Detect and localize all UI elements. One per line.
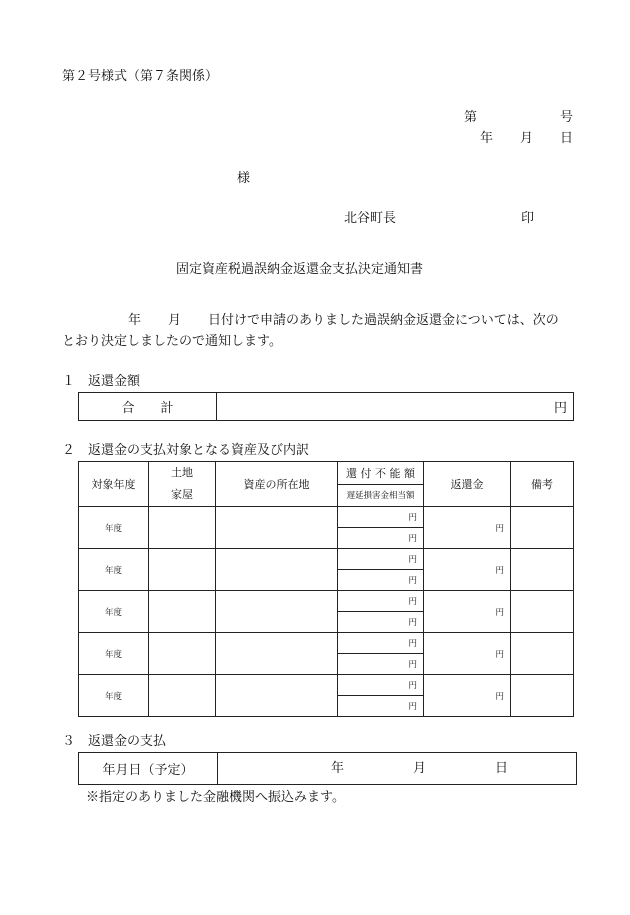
table-row [79,753,577,785]
issuer-name: 北谷町長 [344,211,397,226]
document-title: 固定資産税過誤納金返還金支払決定通知書 [176,262,424,277]
payment-date-table [78,752,577,785]
row-delay-yen[interactable]: 円 [338,696,424,717]
row-delay-yen[interactable]: 円 [338,570,424,591]
section2-heading: ２ 返還金の支払対象となる資産及び内訳 [62,443,310,458]
row-location-cell[interactable] [216,507,338,549]
row-location-cell[interactable] [216,549,338,591]
payment-day: 日 [495,761,509,776]
refund-amount-table [78,392,574,421]
row-remarks-cell[interactable] [511,675,574,717]
row-unpaid-yen[interactable]: 円 [338,549,424,570]
header-delay: 遅延損害金相当額 [338,484,424,507]
row-remarks-cell[interactable] [511,549,574,591]
row-location-cell[interactable] [216,591,338,633]
header-land: 土地 [171,466,193,479]
payment-date-cell[interactable] [218,753,577,785]
asset-breakdown-table [78,461,574,717]
yen-unit: 円 [553,401,567,416]
row-location-cell[interactable] [216,633,338,675]
row-unpaid-yen[interactable]: 円 [338,633,424,654]
header-unpaid: 還 付 不 能 額 [338,462,424,485]
header-remarks: 備考 [511,462,574,507]
row-remarks-cell[interactable] [511,507,574,549]
addressee-suffix: 様 [237,171,251,186]
row-year: 年度 [79,675,149,717]
payment-year: 年 [331,761,345,776]
date-month: 月 [520,131,534,146]
row-year: 年度 [79,591,149,633]
row-delay-yen[interactable]: 円 [338,612,424,633]
row-year: 年度 [79,507,149,549]
payment-month: 月 [413,761,427,776]
table-row [79,675,574,696]
row-delay-yen[interactable]: 円 [338,654,424,675]
row-land-house-cell[interactable] [149,633,216,675]
header-refund: 返還金 [424,462,511,507]
form-number: 第２号様式（第７条関係） [62,69,219,84]
row-remarks-cell[interactable] [511,591,574,633]
table-header-row [79,462,574,485]
table-row [79,633,574,654]
total-label: 合 計 [79,393,217,421]
table-row [79,393,574,421]
table-row [79,591,574,612]
row-refund-yen[interactable]: 円 [424,549,511,591]
row-remarks-cell[interactable] [511,633,574,675]
section3-heading: ３ 返還金の支払 [62,734,167,749]
date-day: 日 [560,131,574,146]
header-house: 家屋 [171,488,193,501]
header-year: 対象年度 [79,462,149,507]
row-land-house-cell[interactable] [149,549,216,591]
row-refund-yen[interactable]: 円 [424,633,511,675]
payment-date-label: 年月日（予定） [79,753,218,785]
total-amount-cell[interactable] [217,393,574,421]
row-delay-yen[interactable]: 円 [338,528,424,549]
row-location-cell[interactable] [216,675,338,717]
row-year: 年度 [79,633,149,675]
body-text-line1: 日付けで申請のありました過誤納金返還金については、次の [208,313,559,328]
body-month: 月 [168,313,182,328]
date-year: 年 [480,131,494,146]
row-unpaid-yen[interactable]: 円 [338,507,424,528]
header-location: 資産の所在地 [216,462,338,507]
row-unpaid-yen[interactable]: 円 [338,591,424,612]
row-land-house-cell[interactable] [149,591,216,633]
seal-mark: 印 [521,211,535,226]
body-year: 年 [128,313,142,328]
row-unpaid-yen[interactable]: 円 [338,675,424,696]
number-dai: 第 [464,110,478,125]
row-land-house-cell[interactable] [149,675,216,717]
row-refund-yen[interactable]: 円 [424,591,511,633]
row-refund-yen[interactable]: 円 [424,507,511,549]
header-land-house [149,462,216,507]
row-land-house-cell[interactable] [149,507,216,549]
transfer-note: ※指定のありました金融機関へ振込みます。 [86,790,345,805]
number-go: 号 [560,110,574,125]
row-refund-yen[interactable]: 円 [424,675,511,717]
table-row [79,549,574,570]
table-row [79,507,574,528]
body-text-line2: とおり決定しましたので通知します。 [62,334,282,349]
row-year: 年度 [79,549,149,591]
section1-heading: １ 返還金額 [62,374,141,389]
